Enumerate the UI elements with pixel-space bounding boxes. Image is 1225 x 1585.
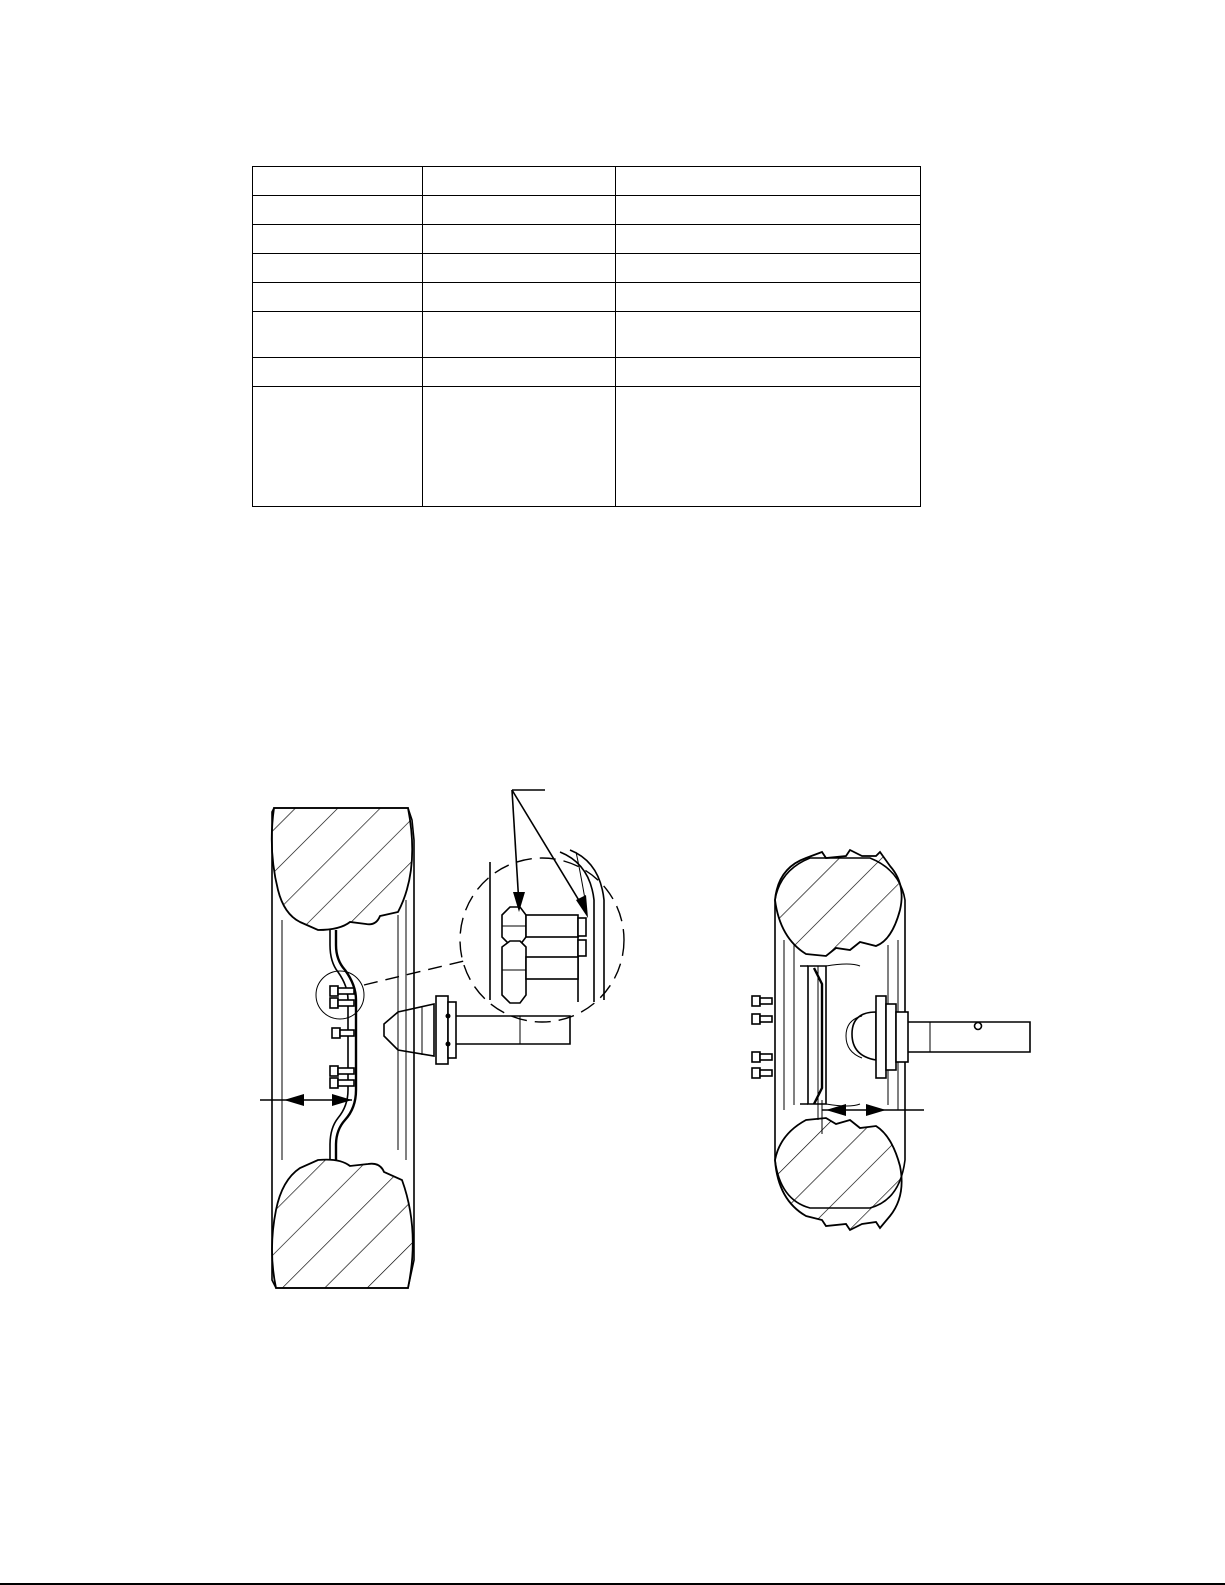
left-hub-assembly xyxy=(384,996,570,1064)
detail-leader-to-bolt xyxy=(512,790,519,905)
right-hub-dome xyxy=(852,1012,876,1060)
right-upper-tire-section xyxy=(775,850,902,956)
right-lug-bolts xyxy=(752,996,772,1078)
left-wheel-figure xyxy=(260,808,570,1288)
bolt-detail-view xyxy=(460,790,624,1022)
left-hub-cone xyxy=(384,1004,434,1056)
detail-leader-dashed xyxy=(364,960,468,985)
left-lower-tire-section xyxy=(272,1160,413,1288)
left-rim-profile-inner xyxy=(330,930,348,1160)
detail-dashed-circle xyxy=(460,858,624,1022)
left-spindle-shaft xyxy=(456,1016,570,1044)
right-wheel-figure xyxy=(752,850,1030,1230)
right-lower-tire-section xyxy=(775,1118,902,1230)
left-lug-bolts xyxy=(330,986,354,1088)
left-offset-dimension xyxy=(260,1094,352,1106)
left-hub-flange xyxy=(436,996,448,1064)
left-upper-tire-section xyxy=(272,808,412,930)
left-rim-profile xyxy=(336,930,356,1160)
right-spindle-shaft xyxy=(908,1022,1030,1052)
right-spindle-pin-hole xyxy=(975,1023,982,1030)
right-hub-flange xyxy=(876,996,886,1078)
right-wheel-disc xyxy=(800,964,860,1120)
right-hub-assembly xyxy=(846,996,1030,1078)
